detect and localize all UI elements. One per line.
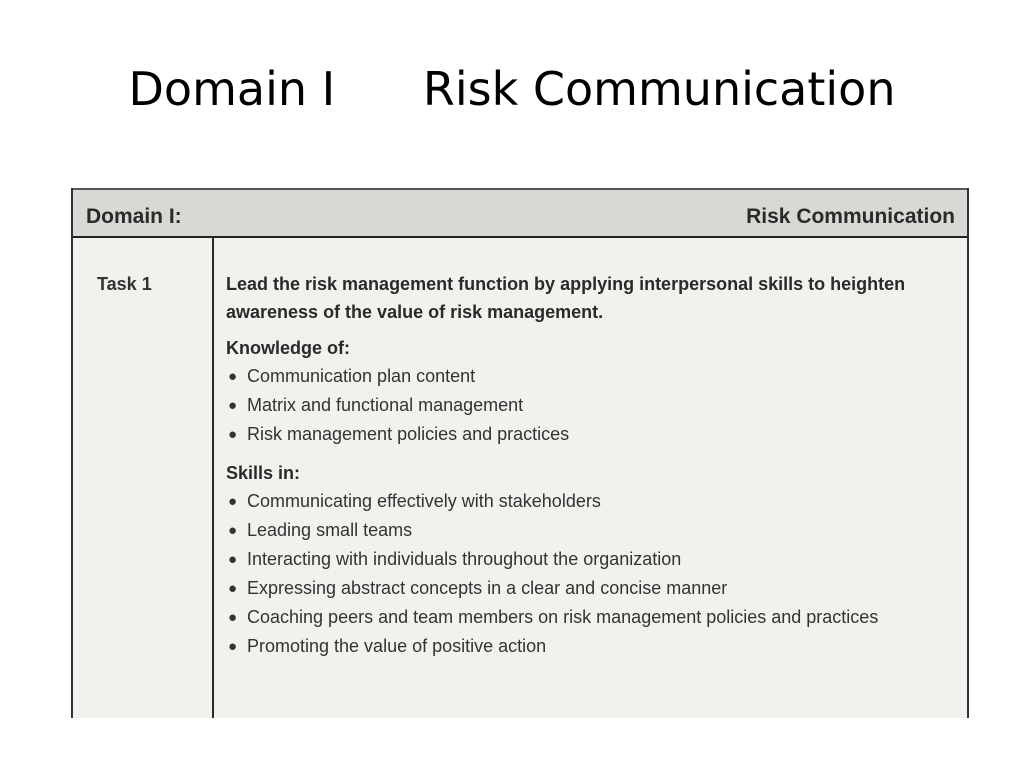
knowledge-list — [226, 362, 956, 449]
knowledge-heading: Knowledge of: — [226, 338, 350, 358]
skill-item: ● Expressing abstract concepts in a clear and concise manner — [226, 574, 956, 603]
bullet-icon: ● — [228, 522, 238, 539]
scanned-table-image — [71, 188, 969, 718]
skills-heading: Skills in: — [226, 463, 301, 483]
bullet-icon: ● — [228, 426, 238, 443]
task-label: Task 1 — [97, 274, 152, 294]
bullet-icon: ● — [228, 397, 238, 414]
bullet-icon: ● — [228, 368, 238, 385]
bullet-icon: ● — [228, 609, 238, 626]
task-description: Lead the risk management function by applying interpersonal skills to heighten awareness of the value of risk management. — [226, 274, 906, 322]
skills-list — [226, 487, 956, 661]
skill-item: ● Leading small teams — [226, 516, 956, 545]
domain-label: Domain I: — [86, 205, 182, 228]
skill-item: ● Communicating effectively with stakeholders — [226, 487, 956, 516]
knowledge-item: ● Communication plan content — [226, 362, 956, 391]
slide-title: Domain I Risk Communication — [128, 62, 896, 116]
bullet-icon: ● — [228, 638, 238, 655]
knowledge-item: ● Matrix and functional management — [226, 391, 956, 420]
bullet-icon: ● — [228, 580, 238, 597]
skill-item: ● Coaching peers and team members on risk management policies and practices — [226, 603, 956, 632]
skill-item: ● Promoting the value of positive action — [226, 632, 956, 661]
bullet-icon: ● — [228, 493, 238, 510]
skill-item: ● Interacting with individuals throughout the organization — [226, 545, 956, 574]
task-content — [226, 270, 956, 671]
domain-title: Risk Communication — [746, 205, 955, 228]
table-header — [73, 188, 967, 238]
bullet-icon: ● — [228, 551, 238, 568]
column-divider — [212, 238, 214, 718]
knowledge-item: ● Risk management policies and practices — [226, 420, 956, 449]
